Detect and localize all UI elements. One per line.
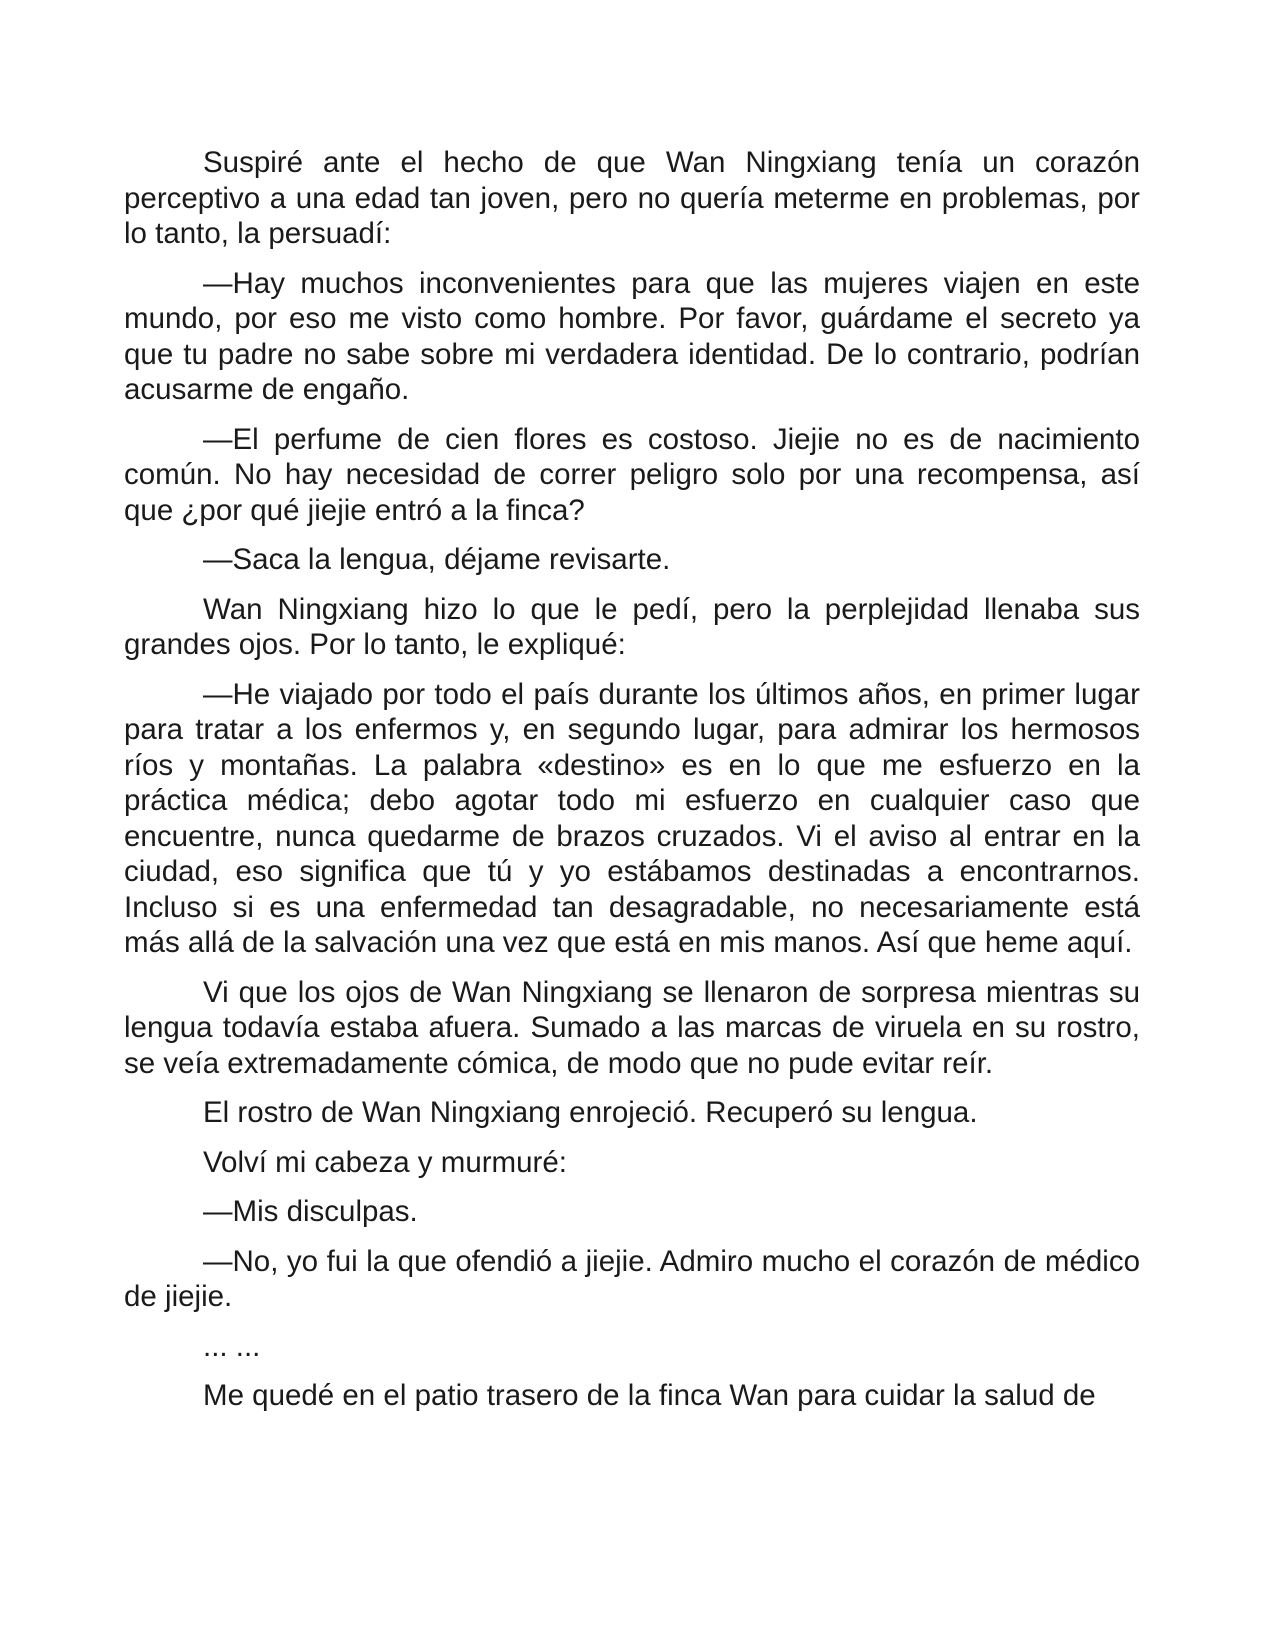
- paragraph-6: —He viajado por todo el país durante los últimos años, en primer lugar para tratar a los enfermos y, en segundo lugar, para admirar los hermosos ríos y montañas. La palabra «destino» es en lo que me esfuerzo en la práctica médica; debo agotar todo mi esfuerzo en cualquier caso que encuentre, nunca quedarme de brazos cruzados. Vi el aviso al entrar en la ciudad, eso significa que tú y yo estábamos destinadas a encontrarnos. Incluso si es una enfermedad tan desagradable, no necesariamente está más allá de la salvación una vez que está en mis manos. Así que heme aquí.: [124, 677, 1140, 959]
- paragraph-11: —No, yo fui la que ofendió a jiejie. Admiro mucho el corazón de médico de jiejie.: [124, 1244, 1140, 1313]
- paragraph-2: —Hay muchos inconvenientes para que las mujeres viajen en este mundo, por eso me visto como hombre. Por favor, guárdame el secreto ya que tu padre no sabe sobre mi verdadera identidad. De lo contrario, podrían acusarme de engaño.: [124, 266, 1140, 406]
- paragraph-3: —El perfume de cien flores es costoso. Jiejie no es de nacimiento común. No hay necesidad de correr peligro solo por una recompensa, así que ¿por qué jiejie entró a la finca?: [124, 422, 1140, 527]
- paragraph-9: Volví mi cabeza y murmuré:: [203, 1145, 567, 1179]
- document-page: [124, 145, 1140, 1414]
- paragraph-12: ... ...: [203, 1329, 261, 1363]
- paragraph-10: —Mis disculpas.: [203, 1195, 418, 1228]
- paragraph-7: Vi que los ojos de Wan Ningxiang se llenaron de sorpresa mientras su lengua todavía estaba afuera. Sumado a las marcas de viruela en su rostro, se veía extremadamente cómica, de modo que no pude evitar reír.: [124, 975, 1140, 1080]
- paragraph-1: Suspiré ante el hecho de que Wan Ningxiang tenía un corazón perceptivo a una edad tan joven, pero no quería meterme en problemas, por lo tanto, la persuadí:: [124, 146, 1140, 250]
- paragraph-8: El rostro de Wan Ningxiang enrojeció. Recuperó su lengua.: [203, 1096, 978, 1129]
- paragraph-5: Wan Ningxiang hizo lo que le pedí, pero la perplejidad llenaba sus grandes ojos. Por lo tanto, le expliqué:: [124, 592, 1140, 661]
- paragraph-4: —Saca la lengua, déjame revisarte.: [203, 543, 671, 576]
- paragraph-13: Me quedé en el patio trasero de la finca Wan para cuidar la salud de: [203, 1379, 1096, 1412]
